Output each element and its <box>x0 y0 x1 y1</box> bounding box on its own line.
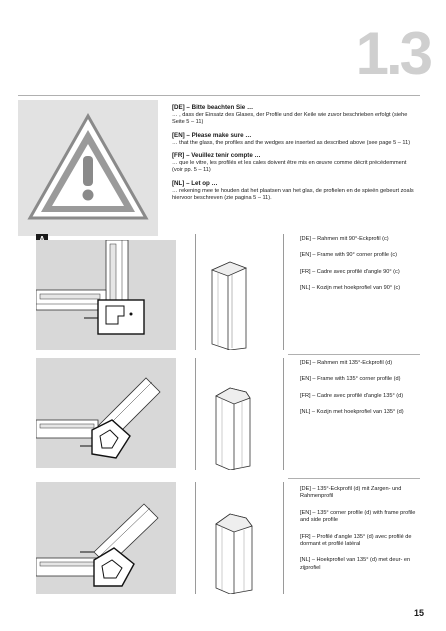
profile-3d-drawing <box>200 482 270 594</box>
figure-c-labels <box>300 486 420 581</box>
figure-a-fr: [FR] – Cadre avec profilé d'angle 90° (c) <box>300 268 400 275</box>
figure-a-divider <box>195 234 196 350</box>
warning-en-body: … that the glass, the profiles and the wedges are inserted as described above (see page 5 – 11) <box>172 139 411 146</box>
profile-3d-drawing <box>200 240 270 350</box>
warning-de-body: … , dass der Einsatz des Glases, der Profile und der Keile wie zuvor beschrieben erfolgt (siehe Seite 5 – 11) <box>172 112 408 126</box>
figure-c-section <box>36 482 176 594</box>
warning-de-head: [DE] – Bitte beachten Sie … <box>172 104 254 111</box>
page-number: 15 <box>413 608 424 618</box>
figure-c-profile <box>200 482 270 594</box>
corner-section-drawing <box>36 482 176 594</box>
corner-section-drawing <box>36 240 176 350</box>
figure-c-divider-2 <box>283 482 284 594</box>
warning-nl-head: [NL] – Let op … <box>172 179 218 187</box>
figure-c-en: [EN] – 135° corner profile (d) with frame profile and side profile <box>300 509 416 524</box>
figure-b-profile <box>200 358 270 470</box>
figure-b-nl: [NL] – Kozijn met hoekprofiel van 135° (d) <box>300 409 404 416</box>
figure-c-fr: [FR] – Profilé d'angle 135° (d) avec profilé de dormant et profilé latéral <box>300 533 412 548</box>
warning-text <box>172 104 417 207</box>
figure-a-de: [DE] – Rahmen mit 90°-Eckprofil (c) <box>300 236 389 242</box>
figure-b-en: [EN] – Frame with 135° corner profile (d) <box>300 376 401 383</box>
top-rule <box>18 95 420 96</box>
warning-nl-body: … rekening mee te houden dat het plaatsen van het glas, de profielen en de spieën gebeurt zoals hiervoor beschreven (zie pagina 5 – 11). <box>172 187 414 202</box>
warning-fr-body: … que le vitre, les profilés et les cales doivent être mis en œuvre comme décrit précédemment (voir pp. 5 – 11) <box>172 160 407 174</box>
figure-a-divider-2 <box>283 234 284 350</box>
warning-fr-head: [FR] – Veuillez tenir compte … <box>172 152 261 160</box>
figure-c-divider <box>195 482 196 594</box>
figure-b-divider <box>195 358 196 470</box>
figure-a-profile <box>200 240 270 350</box>
figure-b-section <box>36 358 176 468</box>
section-number: 1.3 <box>355 20 430 87</box>
figure-a-section <box>36 240 176 350</box>
figure-b-rule <box>288 478 420 479</box>
figure-a-en: [EN] – Frame with 90° corner profile (c) <box>300 252 398 259</box>
figure-c-de: [DE] – 135°-Eckprofil (d) mit Zargen- und Rahmenprofil <box>300 486 402 500</box>
warning-en-head: [EN] – Please make sure … <box>172 131 252 139</box>
figure-b-de: [DE] – Rahmen mit 135°-Eckprofil (d) <box>300 360 393 366</box>
figure-c-nl: [NL] – Hoekprofiel van 135° (d) met deur- en zijprofiel <box>300 557 411 571</box>
figure-b-divider-2 <box>283 358 284 470</box>
warning-panel <box>18 100 158 236</box>
figure-a-labels <box>300 236 420 302</box>
corner-section-drawing <box>36 358 176 468</box>
figure-a-rule <box>288 354 420 355</box>
figure-b-labels <box>300 360 420 426</box>
figure-b-fr: [FR] – Cadre avec profilé d'angle 135° (d) <box>300 392 404 399</box>
figure-a-nl: [NL] – Kozijn met hoekprofiel van 90° (c) <box>300 285 401 292</box>
warning-triangle-icon <box>18 100 158 236</box>
profile-3d-drawing <box>200 358 270 470</box>
